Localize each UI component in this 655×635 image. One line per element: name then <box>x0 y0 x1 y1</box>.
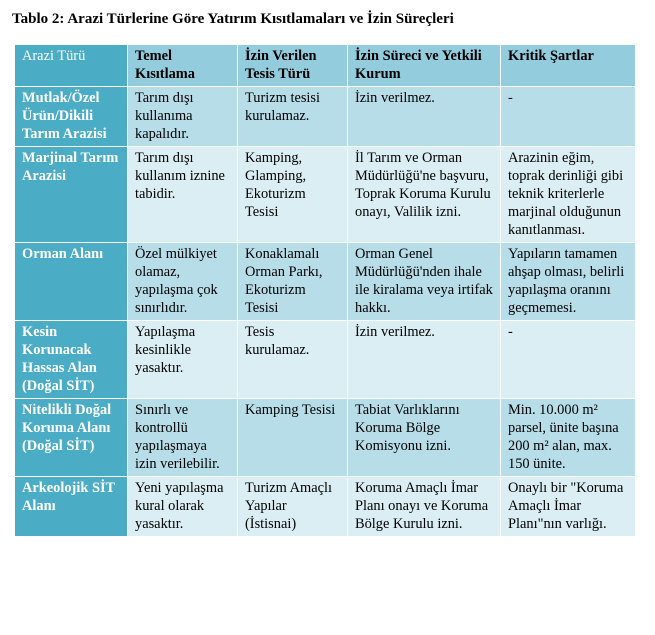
table-header-row <box>15 45 636 87</box>
cell-izin: İzin verilmez. <box>348 87 501 147</box>
row-land-type: Kesin Korunacak Hassas Alan (Doğal SİT) <box>15 321 128 399</box>
header-kritik-sartlar: Kritik Şartlar <box>501 45 636 87</box>
cell-tesis: Kamping Tesisi <box>238 399 348 477</box>
header-temel-kisitlama: Temel Kısıtlama <box>128 45 238 87</box>
cell-tesis: Turizm Amaçlı Yapılar (İstisnai) <box>238 477 348 537</box>
header-arazi-turu: Arazi Türü <box>15 45 128 87</box>
cell-sartlar: - <box>501 321 636 399</box>
cell-kisitlama: Yapılaşma kesinlikle yasaktır. <box>128 321 238 399</box>
cell-sartlar: Yapıların tamamen ahşap olması, belirli yapılaşma oranını geçmemesi. <box>501 243 636 321</box>
row-land-type: Nitelikli Doğal Koruma Alanı (Doğal SİT) <box>15 399 128 477</box>
cell-tesis: Turizm tesisi kurulamaz. <box>238 87 348 147</box>
cell-izin: İzin verilmez. <box>348 321 501 399</box>
row-land-type: Arkeolojik SİT Alanı <box>15 477 128 537</box>
table-row <box>15 321 636 399</box>
table-row <box>15 399 636 477</box>
header-izin-sureci: İzin Süreci ve Yetkili Kurum <box>348 45 501 87</box>
cell-kisitlama: Özel mülkiyet olamaz, yapılaşma çok sınırlıdır. <box>128 243 238 321</box>
caption-label: Tablo 2: <box>12 11 65 27</box>
cell-sartlar: Min. 10.000 m² parsel, ünite başına 200 m² alan, max. 150 ünite. <box>501 399 636 477</box>
row-land-type: Marjinal Tarım Arazisi <box>15 147 128 243</box>
cell-sartlar: Arazinin eğim, toprak derinliği gibi teknik kriterlerle marjinal olduğunun kanıtlanması. <box>501 147 636 243</box>
cell-kisitlama: Yeni yapılaşma kural olarak yasaktır. <box>128 477 238 537</box>
table-caption <box>12 11 454 28</box>
cell-kisitlama: Tarım dışı kullanım iznine tabidir. <box>128 147 238 243</box>
cell-tesis: Tesis kurulamaz. <box>238 321 348 399</box>
table-row <box>15 147 636 243</box>
cell-izin: Tabiat Varlıklarını Koruma Bölge Komisyonu izni. <box>348 399 501 477</box>
cell-izin: İl Tarım ve Orman Müdürlüğü'ne başvuru, Toprak Koruma Kurulu onayı, Valilik izni. <box>348 147 501 243</box>
cell-tesis: Kamping, Glamping, Ekoturizm Tesisi <box>238 147 348 243</box>
cell-izin: Orman Genel Müdürlüğü'nden ihale ile kiralama veya irtifak hakkı. <box>348 243 501 321</box>
row-land-type: Orman Alanı <box>15 243 128 321</box>
cell-izin: Koruma Amaçlı İmar Planı onayı ve Koruma Bölge Kurulu izni. <box>348 477 501 537</box>
caption-title: Arazi Türlerine Göre Yatırım Kısıtlamaları ve İzin Süreçleri <box>67 11 454 27</box>
cell-kisitlama: Sınırlı ve kontrollü yapılaşmaya izin verilebilir. <box>128 399 238 477</box>
cell-sartlar: - <box>501 87 636 147</box>
table-row <box>15 87 636 147</box>
header-tesis-turu: İzin Verilen Tesis Türü <box>238 45 348 87</box>
table-row <box>15 243 636 321</box>
row-land-type: Mutlak/Özel Ürün/Dikili Tarım Arazisi <box>15 87 128 147</box>
cell-kisitlama: Tarım dışı kullanıma kapalıdır. <box>128 87 238 147</box>
table-row <box>15 477 636 537</box>
cell-sartlar: Onaylı bir "Koruma Amaçlı İmar Planı"nın varlığı. <box>501 477 636 537</box>
land-type-table <box>14 44 636 537</box>
cell-tesis: Konaklamalı Orman Parkı, Ekoturizm Tesisi <box>238 243 348 321</box>
